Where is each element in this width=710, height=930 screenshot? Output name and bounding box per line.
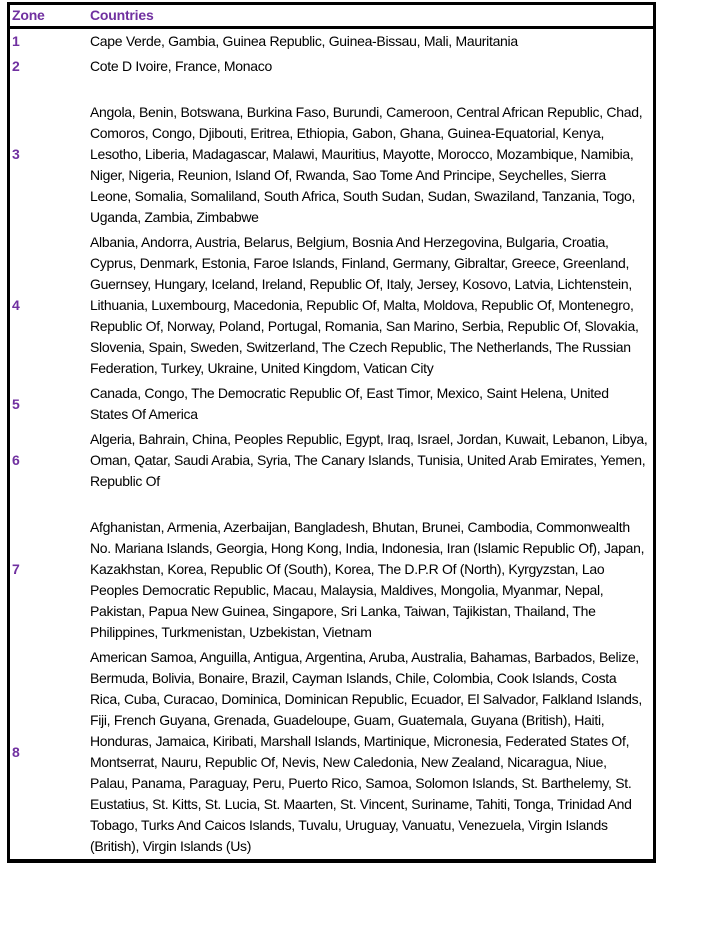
table-row xyxy=(9,230,655,381)
table-row xyxy=(9,381,655,427)
table-row xyxy=(9,54,655,79)
table-row xyxy=(9,28,655,55)
countries-list: Albania, Andorra, Austria, Belarus, Belgium, Bosnia And Herzegovina, Bulgaria, Croatia, Cyprus, Denmark, Estonia, Faroe Islands, Finland, Germany, Gibraltar, Greece, Greenland, Guernsey, Hungary, Iceland, Ireland, Republic Of, Italy, Jersey, Kosovo, Latvia, Lichtenstein, Lithuania, Luxembourg, Macedonia, Republic Of, Malta, Moldova, Republic Of, Montenegro, Republic Of, Norway, Poland, Portugal, Romania, San Marino, Serbia, Republic Of, Slovakia, Slovenia, Spain, Sweden, Switzerland, The Czech Republic, The Netherlands, The Russian Federation, Turkey, Ukraine, United Kingdom, Vatican City xyxy=(90,234,639,376)
table-row xyxy=(9,494,655,645)
zone-number: 7 xyxy=(12,561,20,577)
countries-list: Canada, Congo, The Democratic Republic Of, East Timor, Mexico, Saint Helena, United States Of America xyxy=(90,385,609,422)
zone-number: 5 xyxy=(12,395,20,412)
zone-number: 8 xyxy=(12,743,20,760)
table-row xyxy=(9,79,655,230)
zone-number: 1 xyxy=(12,33,20,49)
countries-list: Afghanistan, Armenia, Azerbaijan, Bangladesh, Bhutan, Brunei, Cambodia, Commonwealth No. Mariana Islands, Georgia, Hong Kong, India, Indonesia, Iran (Islamic Republic Of), Japan, Kazakhstan, Korea, Republic Of (South), Korea, The D.P.R Of (North), Kyrgyzstan, Lao Peoples Democratic Republic, Macau, Malaysia, Maldives, Mongolia, Myanmar, Nepal, Pakistan, Papua New Guinea, Singapore, Sri Lanka, Taiwan, Tajikistan, Thailand, The Philippines, Turkmenistan, Uzbekistan, Vietnam xyxy=(90,519,645,640)
table-header-row xyxy=(9,4,655,28)
table-header xyxy=(9,4,655,28)
countries-column-header: Countries xyxy=(90,7,154,23)
countries-list: Angola, Benin, Botswana, Burkina Faso, Burundi, Cameroon, Central African Republic, Chad, Comoros, Congo, Djibouti, Eritrea, Ethiopia, Gabon, Ghana, Guinea-Equatorial, Kenya, Lesotho, Liberia, Madagascar, Malawi, Mauritius, Mayotte, Morocco, Mozambique, Namibia, Niger, Nigeria, Reunion, Island Of, Rwanda, Sao Tome And Principe, Seychelles, Sierra Leone, Somalia, Somaliland, South Africa, South Sudan, Sudan, Swaziland, Tanzania, Togo, Uganda, Zambia, Zimbabwe xyxy=(90,104,643,225)
countries-list: Algeria, Bahrain, China, Peoples Republic, Egypt, Iraq, Israel, Jordan, Kuwait, Lebanon, Libya, Oman, Qatar, Saudi Arabia, Syria, The Canary Islands, Tunisia, United Arab Emirates, Yemen, Republic Of xyxy=(90,431,648,489)
table-body xyxy=(9,28,655,862)
table-row xyxy=(9,427,655,494)
zone-number: 6 xyxy=(12,452,20,468)
zone-number: 4 xyxy=(12,297,20,313)
zone-column-header: Zone xyxy=(12,7,45,23)
countries-list: Cape Verde, Gambia, Guinea Republic, Guinea-Bissau, Mali, Mauritania xyxy=(90,33,518,49)
table-row xyxy=(9,645,655,861)
zones-countries-table xyxy=(7,2,656,863)
countries-list: Cote D Ivoire, France, Monaco xyxy=(90,58,272,74)
zone-number: 3 xyxy=(12,146,20,162)
countries-list: American Samoa, Anguilla, Antigua, Argentina, Aruba, Australia, Bahamas, Barbados, Belize, Bermuda, Bolivia, Bonaire, Brazil, Cayman Islands, Chile, Colombia, Cook Islands, Costa Rica, Cuba, Curacao, Dominica, Dominican Republic, Ecuador, El Salvador, Falkland Islands, Fiji, French Guyana, Grenada, Guadeloupe, Guam, Guatemala, Guyana (British), Haiti, Honduras, Jamaica, Kiribati, Marshall Islands, Martinique, Micronesia, Federated States Of, Montserrat, Nauru, Republic Of, Nevis, New Caledonia, New Zealand, Nicaragua, Niue, Palau, Panama, Paraguay, Peru, Puerto Rico, Samoa, Solomon Islands, St. Barthelemy, St. Eustatius, St. Kitts, St. Lucia, St. Maarten, St. Vincent, Suriname, Tahiti, Tonga, Trinidad And Tobago, Turks And Caicos Islands, Tuvalu, Uruguay, Vanuatu, Venezuela, Virgin Islands (British), Virgin Islands (Us) xyxy=(90,649,642,854)
zone-number: 2 xyxy=(12,58,20,74)
